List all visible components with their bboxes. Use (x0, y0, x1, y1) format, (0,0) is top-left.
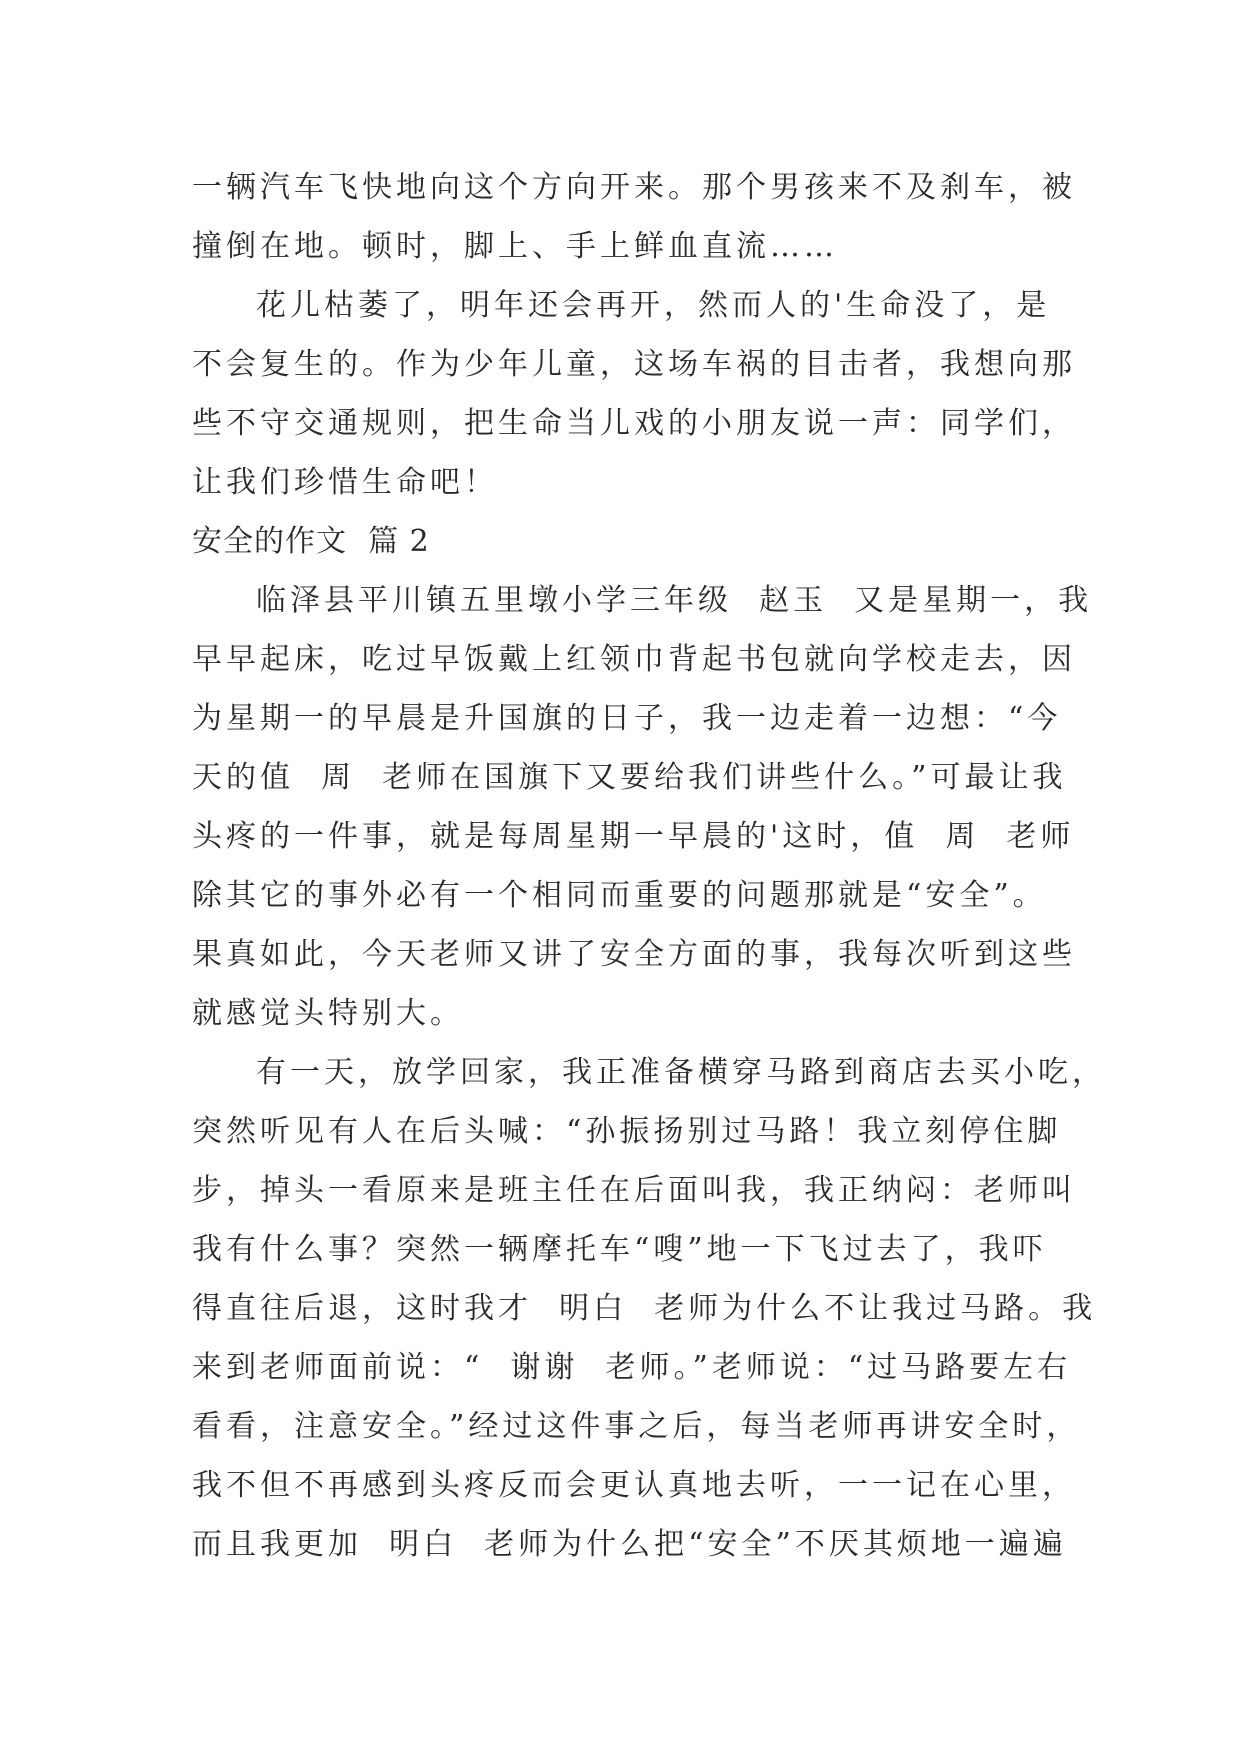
text-line: 得直往后退，这时我才 明白 老师为什么不让我过马路。我 (192, 1291, 1097, 1326)
text-line: 让我们珍惜生命吧！ (192, 465, 498, 500)
document-body (192, 158, 1106, 1574)
text-line: 看看，注意安全。”经过这件事之后，每当老师再讲安全时， (192, 1409, 1081, 1444)
text-line: 除其它的事外必有一个相同而重要的问题那就是“安全”。 (192, 878, 1047, 913)
text-line: 来到老师面前说：“ 谢谢 老师。”老师说：“过马路要左右 (192, 1350, 1072, 1385)
text-line: 为星期一的早晨是升国旗的日子，我一边走着一边想：“今 (192, 701, 1062, 736)
text-line: 临泽县平川镇五里墩小学三年级 赵玉 又是星期一，我 (256, 583, 1093, 618)
text-line: 头疼的一件事，就是每周星期一早晨的'这时，值 周 老师 (192, 819, 1075, 854)
paragraph (192, 276, 1076, 512)
text-line: 我不但不再感到头疼反而会更认真地去听，一一记在心里， (192, 1468, 1076, 1503)
text-line: 有一天，放学回家，我正准备横穿马路到商店去买小吃， (256, 1055, 1106, 1090)
text-line: 步，掉头一看原来是班主任在后面叫我，我正纳闷：老师叫 (192, 1173, 1076, 1208)
text-line: 突然听见有人在后头喊：“孙振扬别过马路！我立刻停住脚 (192, 1114, 1062, 1149)
text-line: 早早起床，吃过早饭戴上红领巾背起书包就向学校走去，因 (192, 642, 1076, 677)
text-line: 撞倒在地。顿时，脚上、手上鲜血直流…… (192, 229, 838, 264)
text-line: 就感觉头特别大。 (192, 996, 464, 1031)
text-line: 些不守交通规则，把生命当儿戏的小朋友说一声：同学们， (192, 406, 1076, 441)
section-heading: 安全的作文 篇 2 (192, 524, 430, 559)
text-line: 我有什么事？突然一辆摩托车“嗖”地一下飞过去了，我吓 (192, 1232, 1047, 1267)
paragraph (192, 1043, 1106, 1574)
text-line: 天的值 周 老师在国旗下又要给我们讲些什么。”可最让我 (192, 760, 1067, 795)
text-line: 不会复生的。作为少年儿童，这场车祸的目击者，我想向那 (192, 347, 1076, 382)
paragraph (192, 571, 1093, 1043)
text-line: 一辆汽车飞快地向这个方向开来。那个男孩来不及刹车，被 (192, 170, 1076, 205)
paragraph (192, 158, 1076, 276)
text-line: 而且我更加 明白 老师为什么把“安全”不厌其烦地一遍遍 (192, 1527, 1067, 1562)
text-line: 花儿枯萎了，明年还会再开，然而人的'生命没了，是 (256, 288, 1051, 323)
text-line: 果真如此，今天老师又讲了安全方面的事，我每次听到这些 (192, 937, 1076, 972)
